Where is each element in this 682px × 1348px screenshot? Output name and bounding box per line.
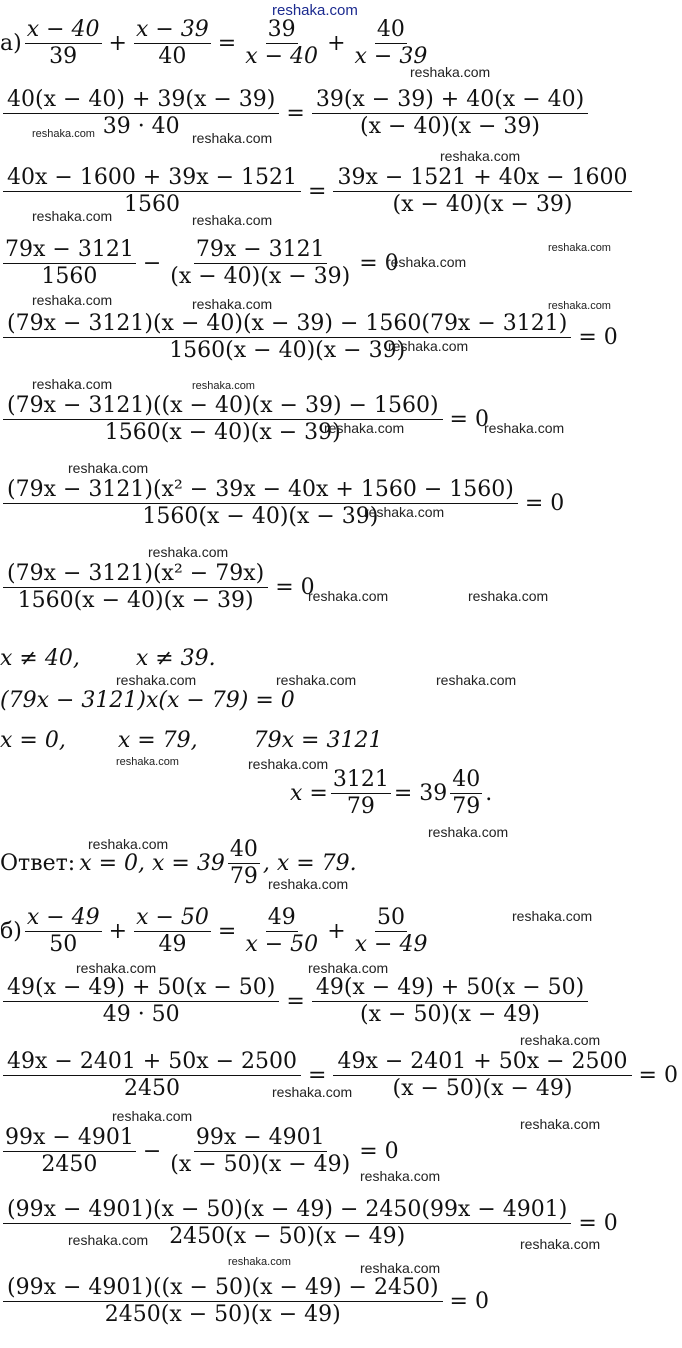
watermark: reshaka.com	[308, 960, 389, 976]
equation-a-4: $\frac{79x - 3121}{1560}$ − $\frac{79x - 3121}{(x - 40)(x - 39)}$ = 0	[5, 237, 399, 289]
watermark: reshaka.com	[364, 504, 445, 520]
equation-a-3: $\frac{40x - 1600 + 39x - 1521}{1560}$ = $\frac{39x - 1521 + 40x - 1600}{(x - 40)(x - 39)}$	[0, 166, 635, 217]
watermark: reshaka.com	[88, 836, 169, 852]
equation-a-2: $\frac{40(x - 40) + 39(x - 39)}{39 \cdot 40}$ = $\frac{39(x - 39) + 40(x - 40)}{(x - 40)(x - 39)}$	[0, 88, 591, 139]
watermark: reshaka.com	[386, 254, 467, 270]
part-a-label: а)	[0, 31, 22, 56]
equation-b-6: $\frac{(99x - 4901)((x - 50)(x - 49) - 2450)}{2450(x - 50)(x - 49)}$ = 0	[0, 1276, 493, 1327]
watermark: reshaka.com	[272, 1084, 353, 1100]
watermark: reshaka.com	[512, 908, 593, 924]
watermark: reshaka.com	[436, 672, 517, 688]
condition-line: x ≠ 40, x ≠ 39.	[0, 646, 216, 671]
fraction: $\frac{40}{x - 39}$	[354, 17, 428, 69]
equation-a-7: $\frac{\text{(79x − 3121)(x² − 39x − 40x + 1560 − 1560)}}{1560(x - 40)(x - 39)}$ = 0	[0, 478, 568, 529]
fraction: $\frac{99x - 4901}{2450}$	[5, 1125, 134, 1177]
fraction: $\frac{3121}{79}$	[332, 767, 389, 819]
watermark: reshaka.com	[548, 242, 611, 254]
watermark: reshaka.com	[268, 876, 349, 892]
watermark: reshaka.com	[272, 2, 358, 19]
equation-b-2: $\frac{49(x - 49) + 50(x - 50)}{49 \cdot 50}$ = $\frac{49(x - 49) + 50(x - 50)}{(x - 50)(x - 49)}$	[0, 976, 591, 1027]
fraction: $\frac{\text{(79x − 3121)(x² − 79x)}}{1560(x - 40)(x - 39)}$	[3, 562, 268, 613]
part-b-label: б)	[0, 919, 22, 944]
watermark: reshaka.com	[360, 1168, 441, 1184]
roots-line: x = 0, x = 79, 79x = 3121	[0, 728, 383, 753]
fraction: $\frac{39x - 1521 + 40x - 1600}{(x - 40)(x - 39)}$	[333, 166, 631, 217]
watermark: reshaka.com	[520, 1032, 601, 1048]
watermark: reshaka.com	[68, 1232, 149, 1248]
watermark: reshaka.com	[388, 338, 469, 354]
watermark: reshaka.com	[428, 824, 509, 840]
watermark: reshaka.com	[410, 64, 491, 80]
fraction: $\frac{\text{(79x − 3121)(x² − 39x − 40x + 1560 − 1560)}}{1560(x - 40)(x - 39)}$	[3, 478, 518, 529]
fraction: $\frac{49(x - 49) + 50(x - 50)}{(x - 50)(x - 49)}$	[312, 976, 588, 1027]
watermark: reshaka.com	[116, 756, 179, 768]
fraction: $\frac{49(x - 49) + 50(x - 50)}{49 \cdot 50}$	[3, 976, 279, 1027]
answer-label: Ответ:	[0, 851, 76, 876]
fraction: $\frac{50}{x - 49}$	[354, 905, 428, 957]
watermark: reshaka.com	[484, 420, 565, 436]
fraction: $\frac{39(x - 39) + 40(x - 40)}{(x - 40)(x - 39)}$	[312, 88, 588, 139]
watermark: reshaka.com	[76, 960, 157, 976]
watermark: reshaka.com	[32, 128, 95, 140]
watermark: reshaka.com	[112, 1108, 193, 1124]
equation-b-3: $\frac{49x - 2401 + 50x - 2500}{2450}$ = $\frac{49x - 2401 + 50x - 2500}{(x - 50)(x - 49)}$ = 0	[0, 1050, 682, 1101]
watermark: reshaka.com	[192, 296, 273, 312]
watermark: reshaka.com	[360, 1260, 441, 1276]
fraction: $\frac{40}{79}$	[452, 767, 481, 819]
factored-equation: (79x − 3121)x(x − 79) = 0	[0, 688, 295, 713]
fraction: $\frac{49}{x - 50}$	[245, 905, 319, 957]
watermark: reshaka.com	[192, 212, 273, 228]
watermark: reshaka.com	[520, 1116, 601, 1132]
watermark: reshaka.com	[192, 130, 273, 146]
watermark: reshaka.com	[468, 588, 549, 604]
watermark: reshaka.com	[520, 1236, 601, 1252]
fraction: $\frac{79x - 3121}{(x - 40)(x - 39)}$	[170, 237, 351, 289]
equation-a-8: $\frac{\text{(79x − 3121)(x² − 79x)}}{1560(x - 40)(x - 39)}$ = 0	[0, 562, 319, 613]
watermark: reshaka.com	[276, 672, 357, 688]
fraction: $\frac{79x - 3121}{1560}$	[5, 237, 134, 289]
watermark: reshaka.com	[248, 756, 329, 772]
fraction: $\frac{49x - 2401 + 50x - 2500}{2450}$	[3, 1050, 301, 1101]
watermark: reshaka.com	[548, 300, 611, 312]
fraction: $\frac{(99x - 4901)(x - 50)(x - 49) - 2450(99x - 4901)}{2450(x - 50)(x - 49)}$	[3, 1198, 571, 1249]
watermark: reshaka.com	[308, 588, 389, 604]
fraction: $\frac{x - 40}{39}$	[26, 17, 100, 69]
watermark: reshaka.com	[228, 1256, 291, 1268]
fraction: $\frac{x - 39}{40}$	[135, 17, 209, 69]
fraction: $\frac{x - 49}{50}$	[26, 905, 100, 957]
equation-b-4: $\frac{99x - 4901}{2450}$ − $\frac{99x - 4901}{(x - 50)(x - 49)}$ = 0	[5, 1125, 399, 1177]
watermark: reshaka.com	[440, 148, 521, 164]
watermark: reshaka.com	[192, 380, 255, 392]
equation-a-5: $\frac{(79x - 3121)(x - 40)(x - 39) - 1560(79x - 3121)}{1560(x - 40)(x - 39)}$ = 0	[0, 312, 622, 363]
root-value: x = $\frac{3121}{79}$ = 39 $\frac{40}{79}$ .	[290, 767, 493, 819]
watermark: reshaka.com	[324, 420, 405, 436]
watermark: reshaka.com	[32, 292, 113, 308]
fraction: $\frac{40(x - 40) + 39(x - 39)}{39 \cdot 40}$	[3, 88, 279, 139]
equation-a-6: $\frac{(79x - 3121)((x - 40)(x - 39) - 1560)}{1560(x - 40)(x - 39)}$ = 0	[0, 394, 493, 445]
fraction: $\frac{(79x - 3121)(x - 40)(x - 39) - 1560(79x - 3121)}{1560(x - 40)(x - 39)}$	[3, 312, 571, 363]
fraction: $\frac{40}{79}$	[229, 837, 258, 889]
answer-a: Ответ: x = 0, x = 39 $\frac{40}{79}$ , x = 79.	[0, 837, 357, 889]
fraction: $\frac{99x - 4901}{(x - 50)(x - 49)}$	[170, 1125, 351, 1177]
equation-b-1: б) $\frac{x - 49}{50}$ + $\frac{x - 50}{49}$ = $\frac{49}{x - 50}$ + $\frac{50}{x - 49}$	[0, 905, 428, 957]
equation-a-1: а) $\frac{x - 40}{39}$ + $\frac{x - 39}{40}$ = $\frac{39}{x - 40}$ + $\frac{40}{x - 39}$	[0, 17, 428, 69]
watermark: reshaka.com	[32, 376, 113, 392]
fraction: $\frac{(99x - 4901)((x - 50)(x - 49) - 2450)}{2450(x - 50)(x - 49)}$	[3, 1276, 443, 1327]
watermark: reshaka.com	[116, 672, 197, 688]
watermark: reshaka.com	[148, 544, 229, 560]
fraction: $\frac{49x - 2401 + 50x - 2500}{(x - 50)(x - 49)}$	[333, 1050, 631, 1101]
watermark: reshaka.com	[68, 460, 149, 476]
fraction: $\frac{39}{x - 40}$	[245, 17, 319, 69]
watermark: reshaka.com	[32, 208, 113, 224]
fraction: $\frac{x - 50}{49}$	[136, 905, 209, 957]
fraction: $\frac{(79x - 3121)((x - 40)(x - 39) - 1560)}{1560(x - 40)(x - 39)}$	[3, 394, 443, 445]
fraction: $\frac{40x - 1600 + 39x - 1521}{1560}$	[3, 166, 301, 217]
equation-b-5: $\frac{(99x - 4901)(x - 50)(x - 49) - 2450(99x - 4901)}{2450(x - 50)(x - 49)}$ = 0	[0, 1198, 622, 1249]
